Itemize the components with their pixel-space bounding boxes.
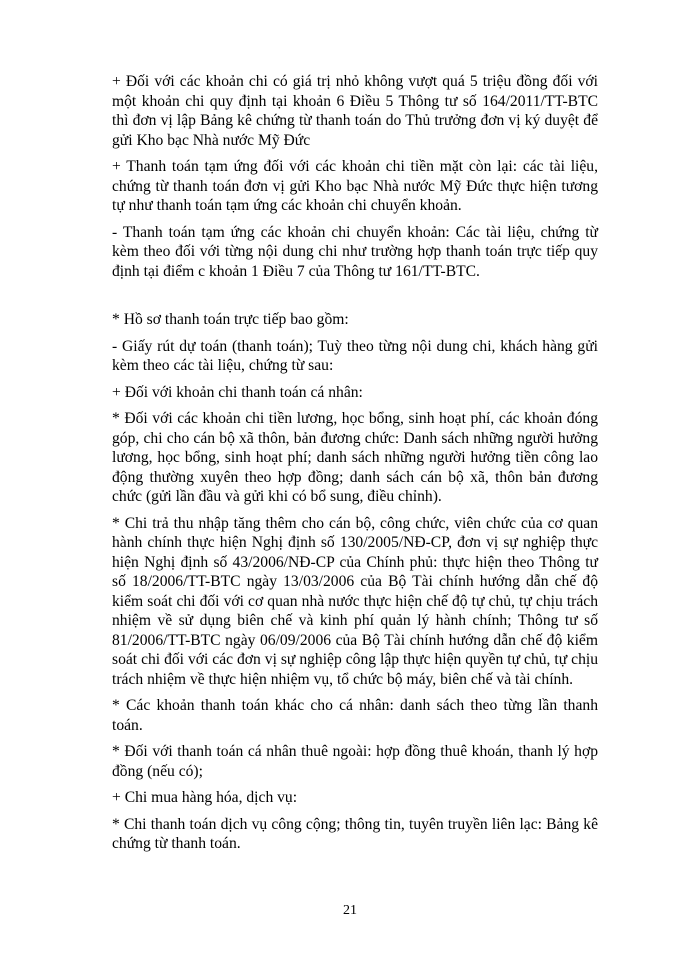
page-number: 21 [343, 903, 357, 918]
paragraph-advance-cash: + Thanh toán tạm ứng đối với các khoản chi tiền mặt còn lại: các tài liệu, chứng từ thanh toán đơn vị gửi Kho bạc Nhà nước Mỹ Đức thực hiện tương tự như thanh toán tạm ứng các khoản chi chuyển khoản. [112, 158, 598, 214]
paragraph-advance-transfer: - Thanh toán tạm ứng các khoản chi chuyển khoản: Các tài liệu, chứng từ kèm theo đối với từng nội dung chi như trường hợp thanh toán trực tiếp quy định tại điểm c khoản 1 Điều 7 của Thông tư 161/TT-BTC. [112, 223, 598, 280]
paragraph-public-services: * Chi thanh toán dịch vụ công cộng; thông tin, tuyên truyền liên lạc: Bảng kê chứng từ thanh toán. [112, 815, 598, 852]
document-body [112, 72, 598, 861]
paragraph-other-personal-payments: * Các khoản thanh toán khác cho cá nhân: danh sách theo từng lần thanh toán. [112, 697, 598, 734]
paragraph-goods-services: + Chi mua hàng hóa, dịch vụ: [112, 789, 298, 806]
paragraph-outsourced-personnel: * Đối với thanh toán cá nhân thuê ngoài: hợp đồng thuê khoán, thanh lý hợp đồng (nếu có); [112, 743, 598, 780]
paragraph-salary-scholarship: * Đối với các khoản chi tiền lương, học bổng, sinh hoạt phí, các khoản đóng góp, chi cho cán bộ xã thôn, bản đương chức: Danh sách những người hưởng lương, học bổng, sinh hoạt phí; danh sách những người hưởng tiền công lao động thường xuyên theo hợp đồng; danh sách cán bộ xã, thôn bản đương chức (gửi lần đầu và gửi khi có bổ sung, điều chỉnh). [112, 410, 598, 505]
paragraph-budget-withdrawal: - Giấy rút dự toán (thanh toán); Tuỳ theo từng nội dung chi, khách hàng gửi kèm theo các tài liệu, chứng từ sau: [112, 337, 598, 374]
paragraph-direct-payment-heading: * Hồ sơ thanh toán trực tiếp bao gồm: [112, 311, 349, 328]
paragraph-additional-income: * Chi trả thu nhập tăng thêm cho cán bộ, công chức, viên chức của cơ quan hành chính thực hiện Nghị định số 130/2005/NĐ-CP, đơn vị sự nghiệp thực hiện Nghị định số 43/2006/NĐ-CP của Chính phủ: thực hiện theo Thông tư số 18/2006/TT-BTC ngày 13/03/2006 của Bộ Tài chính hướng dẫn chế độ kiểm soát chi đối với cơ quan nhà nước thực hiện chế độ tự chủ, tự chịu trách nhiệm về sử dụng biên chế và kinh phí quản lý hành chính; Thông tư số 81/2006/TT-BTC ngày 06/09/2006 của Bộ Tài chính hướng dẫn chế độ kiểm soát chi đối với các đơn vị sự nghiệp công lập thực hiện quyền tự chủ, tự chịu trách nhiệm về thực hiện nhiệm vụ, tổ chức bộ máy, biên chế và tài chính. [112, 514, 598, 688]
paragraph-small-expense-list: + Đối với các khoản chi có giá trị nhỏ không vượt quá 5 triệu đồng đối với một khoản chi quy định tại khoản 6 Điều 5 Thông tư số 164/2011/TT-BTC thì đơn vị lập Bảng kê chứng từ thanh toán do Thủ trưởng đơn vị ký duyệt để gửi Kho bạc Nhà nước Mỹ Đức [112, 73, 598, 149]
paragraph-personal-payment: + Đối với khoản chi thanh toán cá nhân: [112, 383, 363, 401]
paragraph-gap [112, 288, 598, 310]
